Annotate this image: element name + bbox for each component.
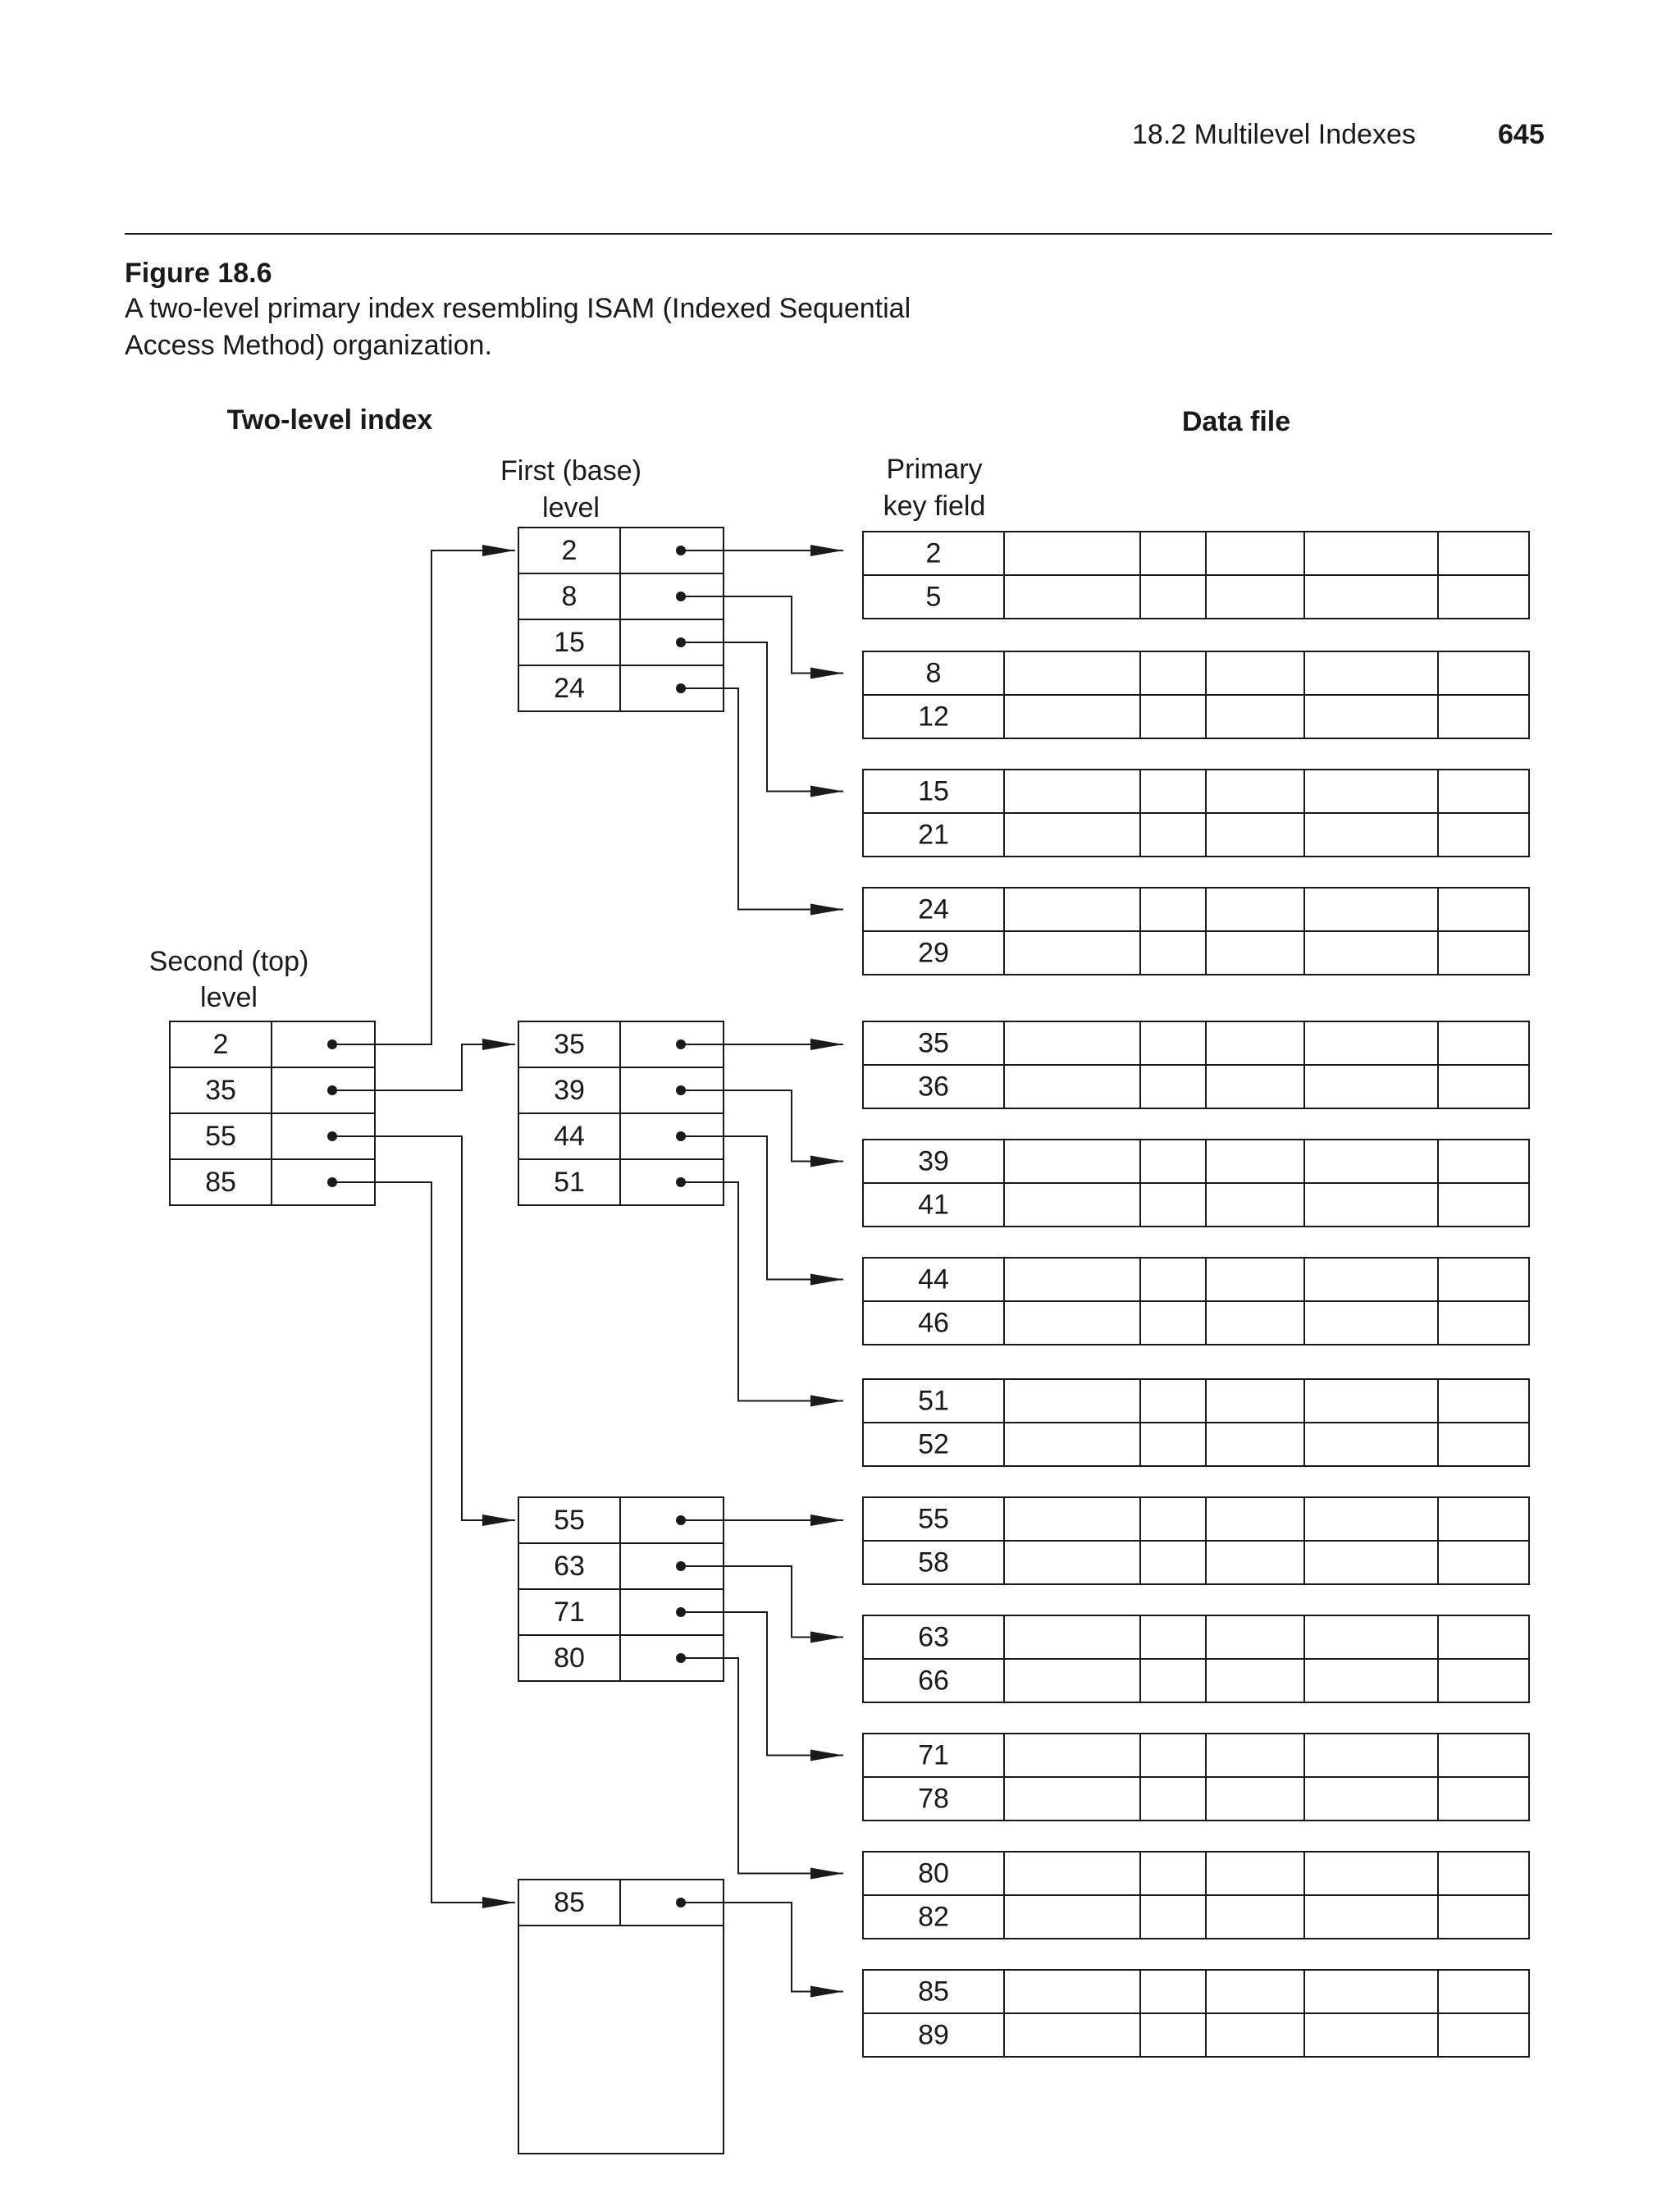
- first-level-to-data-arrow: [681, 1903, 843, 1992]
- data-record-field-cell: [1438, 1423, 1529, 1466]
- data-record-field-cell: [1438, 1065, 1529, 1108]
- data-record-field-cell: [1304, 931, 1438, 975]
- data-record-field-cell: [1206, 1379, 1304, 1423]
- data-record-field-cell: [1140, 813, 1206, 857]
- data-record-field-cell: [1304, 1021, 1438, 1065]
- first-level-to-data-arrow: [681, 1136, 843, 1280]
- data-record-field-cell: [1304, 1615, 1438, 1659]
- data-record-field-cell: [1304, 1140, 1438, 1183]
- data-record-key: 12: [918, 701, 949, 733]
- first-level-key: 55: [554, 1505, 585, 1536]
- first-level-key: 15: [554, 627, 585, 658]
- first-level-pointer-dot: [676, 1607, 686, 1617]
- data-record-field-cell: [1206, 1852, 1304, 1895]
- data-record-field-cell: [1304, 1379, 1438, 1423]
- first-level-pointer-dot: [676, 637, 686, 647]
- data-record-field-cell: [1206, 1301, 1304, 1345]
- data-record-key: 44: [918, 1263, 949, 1295]
- data-record-field-cell: [1140, 931, 1206, 975]
- data-record-key: 46: [918, 1307, 949, 1339]
- page-number: 645: [1498, 119, 1545, 150]
- data-record-field-cell: [1206, 931, 1304, 975]
- data-record-field-cell: [1438, 1734, 1529, 1777]
- data-record-field-cell: [1438, 1970, 1529, 2013]
- data-record-field-cell: [1304, 2013, 1438, 2057]
- data-record-key: 8: [925, 657, 942, 689]
- first-level-to-data-arrow: [681, 1612, 843, 1756]
- data-record-key: 82: [918, 1901, 949, 1933]
- data-record-key: 85: [918, 1976, 949, 2008]
- data-record-field-cell: [1004, 1895, 1140, 1939]
- first-level-key: 51: [554, 1167, 585, 1198]
- primary-key-label-line2: key field: [883, 491, 986, 522]
- first-level-key: 35: [554, 1029, 585, 1060]
- second-level-key: 35: [205, 1075, 236, 1106]
- first-level-key: 24: [554, 673, 585, 704]
- data-record-key: 36: [918, 1071, 949, 1103]
- data-record-field-cell: [1004, 1497, 1140, 1541]
- first-level-key: 44: [554, 1121, 585, 1152]
- data-record-field-cell: [1438, 651, 1529, 695]
- data-record-field-cell: [1004, 888, 1140, 931]
- first-level-key: 39: [554, 1075, 585, 1106]
- first-level-label-line2: level: [542, 492, 600, 523]
- data-record-key: 29: [918, 937, 949, 969]
- data-record-field-cell: [1206, 770, 1304, 813]
- data-record-field-cell: [1206, 1895, 1304, 1939]
- data-record-field-cell: [1004, 770, 1140, 813]
- data-record-field-cell: [1206, 1541, 1304, 1584]
- data-record-key: 80: [918, 1857, 949, 1889]
- data-record-field-cell: [1140, 1895, 1206, 1939]
- data-record-field-cell: [1438, 532, 1529, 575]
- data-record-field-cell: [1140, 575, 1206, 619]
- data-record-field-cell: [1140, 1423, 1206, 1466]
- data-record-key: 71: [918, 1739, 949, 1771]
- second-level-key: 55: [205, 1121, 236, 1152]
- first-level-pointer-dot: [676, 1131, 686, 1141]
- data-record-field-cell: [1004, 1379, 1140, 1423]
- data-record-field-cell: [1304, 1970, 1438, 2013]
- first-level-pointer-dot: [676, 1653, 686, 1663]
- data-record-field-cell: [1140, 1615, 1206, 1659]
- data-record-field-cell: [1004, 1065, 1140, 1108]
- data-record-field-cell: [1206, 1970, 1304, 2013]
- data-record-field-cell: [1438, 888, 1529, 931]
- data-record-field-cell: [1206, 651, 1304, 695]
- data-record-field-cell: [1140, 1065, 1206, 1108]
- data-record-field-cell: [1206, 2013, 1304, 2057]
- data-record-field-cell: [1206, 813, 1304, 857]
- first-level-pointer-dot: [676, 1515, 686, 1525]
- first-level-to-data-arrow: [681, 1658, 843, 1874]
- second-level-pointer-dot: [327, 1131, 337, 1141]
- first-level-to-data-arrow: [681, 1090, 843, 1162]
- second-level-pointer-dot: [327, 1177, 337, 1187]
- data-record-field-cell: [1140, 1183, 1206, 1227]
- first-level-to-data-arrow: [681, 1566, 843, 1638]
- data-record-key: 2: [925, 537, 942, 569]
- first-level-to-data-arrow: [681, 688, 843, 910]
- data-record-field-cell: [1206, 1659, 1304, 1702]
- data-record-field-cell: [1206, 1497, 1304, 1541]
- data-record-field-cell: [1140, 1021, 1206, 1065]
- data-record-field-cell: [1438, 931, 1529, 975]
- second-to-first-level-arrow: [332, 1182, 515, 1903]
- first-level-pointer-dot: [676, 1085, 686, 1095]
- data-record-field-cell: [1438, 813, 1529, 857]
- first-level-label-line1: First (base): [500, 455, 641, 487]
- data-record-field-cell: [1304, 1183, 1438, 1227]
- data-record-field-cell: [1140, 1734, 1206, 1777]
- first-level-key: 8: [561, 581, 578, 612]
- data-record-field-cell: [1438, 1497, 1529, 1541]
- data-record-field-cell: [1438, 1140, 1529, 1183]
- data-record-field-cell: [1004, 695, 1140, 738]
- first-level-key: 63: [554, 1551, 585, 1582]
- data-record-field-cell: [1438, 695, 1529, 738]
- data-record-key: 66: [918, 1665, 949, 1697]
- data-record-field-cell: [1304, 1541, 1438, 1584]
- data-record-key: 89: [918, 2019, 949, 2051]
- data-record-field-cell: [1004, 1541, 1140, 1584]
- data-record-field-cell: [1140, 695, 1206, 738]
- data-record-field-cell: [1304, 1734, 1438, 1777]
- two-level-index-title: Two-level index: [226, 404, 433, 436]
- data-record-field-cell: [1140, 770, 1206, 813]
- second-level-label-line2: level: [200, 982, 258, 1013]
- data-record-field-cell: [1206, 1183, 1304, 1227]
- data-record-field-cell: [1004, 1258, 1140, 1301]
- second-level-label-line1: Second (top): [148, 946, 309, 977]
- data-record-field-cell: [1438, 1379, 1529, 1423]
- data-record-field-cell: [1206, 1065, 1304, 1108]
- data-record-field-cell: [1140, 532, 1206, 575]
- primary-key-label-line1: Primary: [886, 454, 983, 485]
- data-record-field-cell: [1140, 888, 1206, 931]
- data-record-field-cell: [1304, 1659, 1438, 1702]
- data-record-field-cell: [1140, 1301, 1206, 1345]
- first-level-key: 80: [554, 1642, 585, 1674]
- data-record-field-cell: [1206, 695, 1304, 738]
- figure-caption: A two-level primary index resembling ISAM (Indexed Sequential Access Method) organization.: [125, 293, 911, 361]
- first-level-to-data-arrow: [681, 596, 843, 674]
- data-record-field-cell: [1438, 1541, 1529, 1584]
- data-record-field-cell: [1140, 1970, 1206, 2013]
- data-record-field-cell: [1206, 1615, 1304, 1659]
- data-record-field-cell: [1004, 1852, 1140, 1895]
- second-to-first-level-arrow: [332, 1136, 515, 1520]
- data-record-field-cell: [1304, 813, 1438, 857]
- data-record-field-cell: [1304, 1301, 1438, 1345]
- data-record-key: 78: [918, 1783, 949, 1815]
- data-record-field-cell: [1004, 2013, 1140, 2057]
- data-record-key: 5: [925, 581, 942, 613]
- first-level-pointer-dot: [676, 546, 686, 555]
- data-record-field-cell: [1004, 813, 1140, 857]
- data-record-field-cell: [1140, 1777, 1206, 1821]
- data-record-field-cell: [1304, 770, 1438, 813]
- data-record-key: 35: [918, 1027, 949, 1059]
- data-record-key: 39: [918, 1145, 949, 1177]
- data-record-field-cell: [1206, 575, 1304, 619]
- running-header: 18.2 Multilevel Indexes: [1132, 119, 1416, 150]
- data-record-field-cell: [1140, 2013, 1206, 2057]
- figure-label: Figure 18.6: [125, 258, 272, 289]
- first-level-pointer-dot: [676, 1177, 686, 1187]
- data-record-field-cell: [1004, 1659, 1140, 1702]
- data-record-key: 41: [918, 1189, 949, 1221]
- data-record-field-cell: [1438, 1895, 1529, 1939]
- data-record-field-cell: [1438, 1852, 1529, 1895]
- first-level-pointer-dot: [676, 1039, 686, 1049]
- first-level-to-data-arrow: [681, 1182, 843, 1401]
- data-record-field-cell: [1140, 1379, 1206, 1423]
- data-record-field-cell: [1140, 1497, 1206, 1541]
- data-record-field-cell: [1304, 1852, 1438, 1895]
- first-level-key: 71: [554, 1597, 585, 1628]
- data-record-field-cell: [1304, 651, 1438, 695]
- data-record-field-cell: [1438, 1258, 1529, 1301]
- data-record-field-cell: [1304, 695, 1438, 738]
- data-record-key: 63: [918, 1621, 949, 1653]
- data-file-title: Data file: [1181, 406, 1291, 437]
- data-record-field-cell: [1004, 931, 1140, 975]
- data-record-field-cell: [1438, 1301, 1529, 1345]
- first-level-pointer-dot: [676, 592, 686, 601]
- data-record-field-cell: [1004, 651, 1140, 695]
- data-record-key: 58: [918, 1546, 949, 1578]
- data-record-field-cell: [1140, 1852, 1206, 1895]
- data-record-field-cell: [1206, 1140, 1304, 1183]
- data-record-field-cell: [1438, 770, 1529, 813]
- data-record-field-cell: [1004, 1140, 1140, 1183]
- data-record-field-cell: [1304, 1777, 1438, 1821]
- data-record-field-cell: [1004, 1423, 1140, 1466]
- data-record-field-cell: [1438, 1183, 1529, 1227]
- data-record-field-cell: [1004, 532, 1140, 575]
- data-record-key: 24: [918, 893, 949, 925]
- data-record-field-cell: [1304, 1065, 1438, 1108]
- data-record-field-cell: [1438, 1777, 1529, 1821]
- data-record-field-cell: [1304, 1258, 1438, 1301]
- data-record-field-cell: [1004, 1183, 1140, 1227]
- data-record-field-cell: [1304, 575, 1438, 619]
- first-level-key: 2: [561, 535, 578, 566]
- data-record-field-cell: [1304, 888, 1438, 931]
- data-record-field-cell: [1304, 1497, 1438, 1541]
- data-record-field-cell: [1004, 1615, 1140, 1659]
- data-record-field-cell: [1004, 1970, 1140, 2013]
- data-record-field-cell: [1206, 1777, 1304, 1821]
- data-record-field-cell: [1004, 1021, 1140, 1065]
- first-level-empty-space: [518, 1926, 724, 2154]
- first-level-pointer-dot: [676, 1898, 686, 1907]
- second-to-first-level-arrow: [332, 550, 515, 1044]
- second-level-pointer-dot: [327, 1085, 337, 1095]
- data-record-field-cell: [1438, 1021, 1529, 1065]
- data-record-field-cell: [1206, 1258, 1304, 1301]
- data-record-key: 55: [918, 1503, 949, 1535]
- data-record-field-cell: [1304, 1423, 1438, 1466]
- first-level-pointer-dot: [676, 1561, 686, 1571]
- data-record-field-cell: [1140, 1140, 1206, 1183]
- data-record-field-cell: [1004, 1777, 1140, 1821]
- data-record-key: 51: [918, 1385, 949, 1417]
- data-record-key: 15: [918, 775, 949, 807]
- data-record-field-cell: [1206, 532, 1304, 575]
- data-record-field-cell: [1004, 575, 1140, 619]
- second-level-pointer-dot: [327, 1039, 337, 1049]
- data-record-field-cell: [1438, 2013, 1529, 2057]
- second-level-key: 2: [212, 1029, 229, 1060]
- data-record-field-cell: [1140, 1258, 1206, 1301]
- data-record-field-cell: [1004, 1301, 1140, 1345]
- data-record-field-cell: [1140, 1541, 1206, 1584]
- data-record-field-cell: [1004, 1734, 1140, 1777]
- data-record-field-cell: [1206, 1021, 1304, 1065]
- second-level-key: 85: [205, 1167, 236, 1198]
- data-record-field-cell: [1438, 1615, 1529, 1659]
- data-record-field-cell: [1140, 651, 1206, 695]
- data-record-field-cell: [1140, 1659, 1206, 1702]
- data-record-field-cell: [1438, 575, 1529, 619]
- data-record-key: 52: [918, 1428, 949, 1460]
- data-record-field-cell: [1304, 532, 1438, 575]
- data-record-field-cell: [1438, 1659, 1529, 1702]
- data-record-field-cell: [1304, 1895, 1438, 1939]
- first-level-key: 85: [554, 1887, 585, 1918]
- data-record-key: 21: [918, 819, 949, 851]
- first-level-pointer-dot: [676, 683, 686, 693]
- data-record-field-cell: [1206, 888, 1304, 931]
- data-record-field-cell: [1206, 1423, 1304, 1466]
- data-record-field-cell: [1206, 1734, 1304, 1777]
